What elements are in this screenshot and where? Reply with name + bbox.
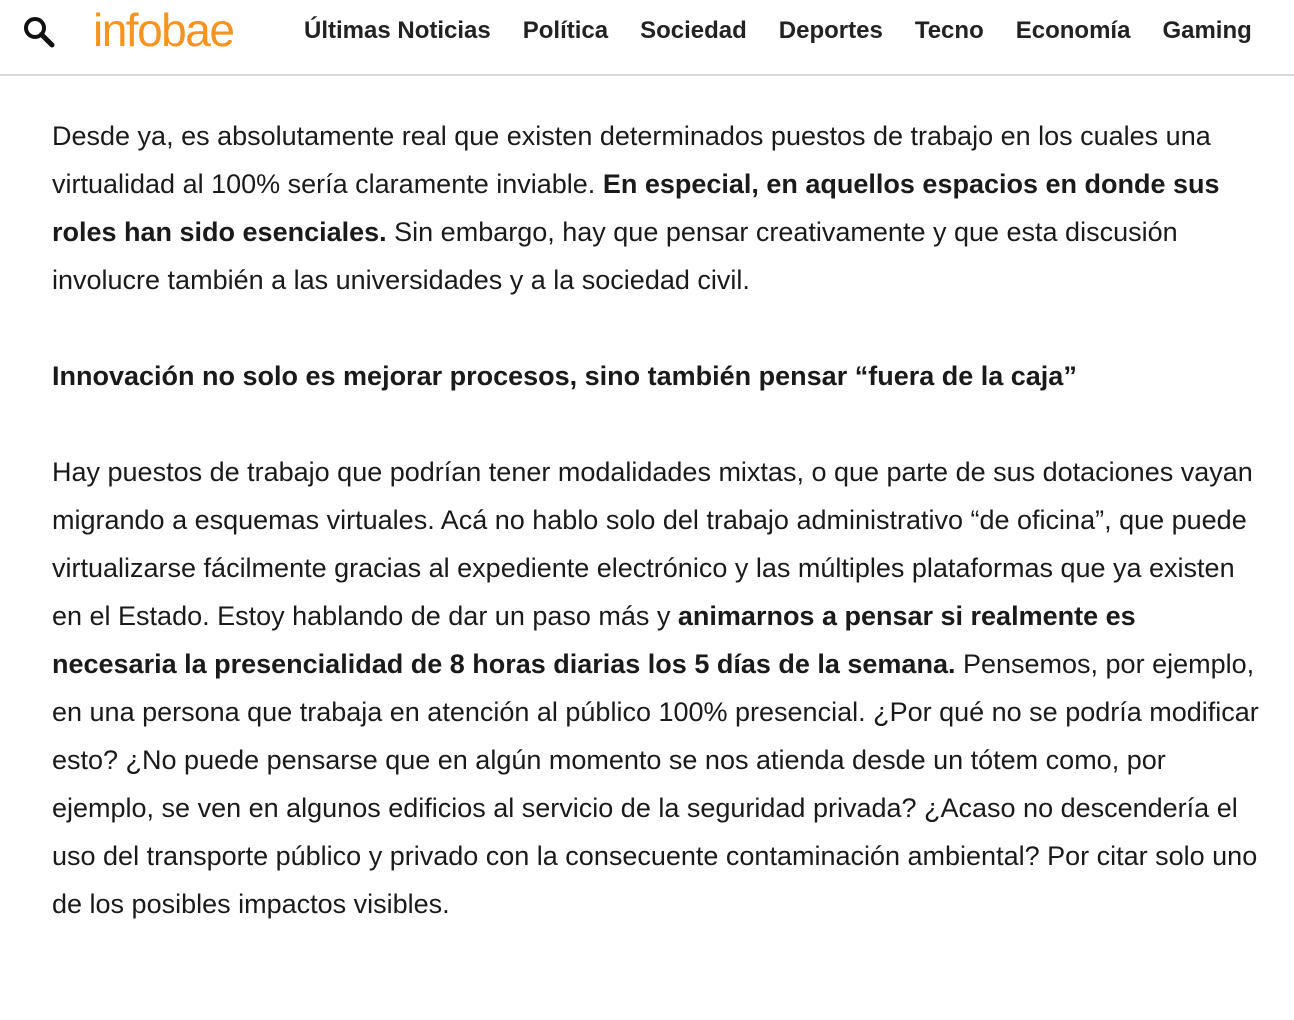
search-button[interactable] <box>21 14 57 50</box>
article-subheading: Innovación no solo es mejorar procesos, sino también pensar “fuera de la caja” <box>52 361 1077 391</box>
article-paragraph <box>52 112 1264 304</box>
nav-item-sociedad[interactable]: Sociedad <box>640 17 747 44</box>
paragraph-bold-text: animarnos a pensar si realmente es necesaria la presencialidad de 8 horas diarias los 5 días de la semana. <box>52 601 1136 679</box>
nav-item-economia[interactable]: Economía <box>1015 17 1131 44</box>
paragraph-text: Desde ya, es absolutamente real que existen determinados puestos de trabajo en los cuales una virtualidad al 100% sería claramente inviable. <box>52 121 1211 199</box>
paragraph-bold-text: En especial, en aquellos espacios en donde sus roles han sido esenciales. <box>52 169 1220 247</box>
nav-item-tecno[interactable]: Tecno <box>914 17 984 44</box>
paragraph-text: Hay puestos de trabajo que podrían tener modalidades mixtas, o que parte de sus dotaciones vayan migrando a esquemas virtuales. Acá no hablo solo del trabajo administrativo “de oficina”, que puede virtualizarse fácilmente gracias al expediente electrónico y las múltiples plataformas que ya existen en el Estado. Estoy hablando de dar un paso más y <box>52 457 1253 631</box>
paragraph-text: Sin embargo, hay que pensar creativamente y que esta discusión involucre también a las universidades y a la sociedad civil. <box>52 217 1178 295</box>
top-navigation-bar <box>0 0 1294 76</box>
infobae-logo[interactable]: infobae <box>93 4 234 56</box>
article-body <box>52 112 1264 976</box>
paragraph-text: Pensemos, por ejemplo, en una persona que trabaja en atención al público 100% presencial. ¿Por qué no se podría modificar esto? ¿No puede pensarse que en algún momento se nos atienda desde un tótem como, por ejemplo, se ven en algunos edificios al servicio de la seguridad privada? ¿Acaso no descendería el uso del transporte público y privado con la consecuente contaminación ambiental? Por citar solo uno de los posibles impactos visibles. <box>52 649 1259 919</box>
search-icon <box>21 14 57 50</box>
nav-item-deportes[interactable]: Deportes <box>778 17 883 44</box>
nav-item-ultimas-noticias[interactable]: Últimas Noticias <box>304 17 491 44</box>
nav-item-politica[interactable]: Política <box>522 17 609 44</box>
main-menu <box>304 0 1284 62</box>
article-paragraph <box>52 448 1264 928</box>
nav-item-gaming[interactable]: Gaming <box>1162 17 1252 44</box>
